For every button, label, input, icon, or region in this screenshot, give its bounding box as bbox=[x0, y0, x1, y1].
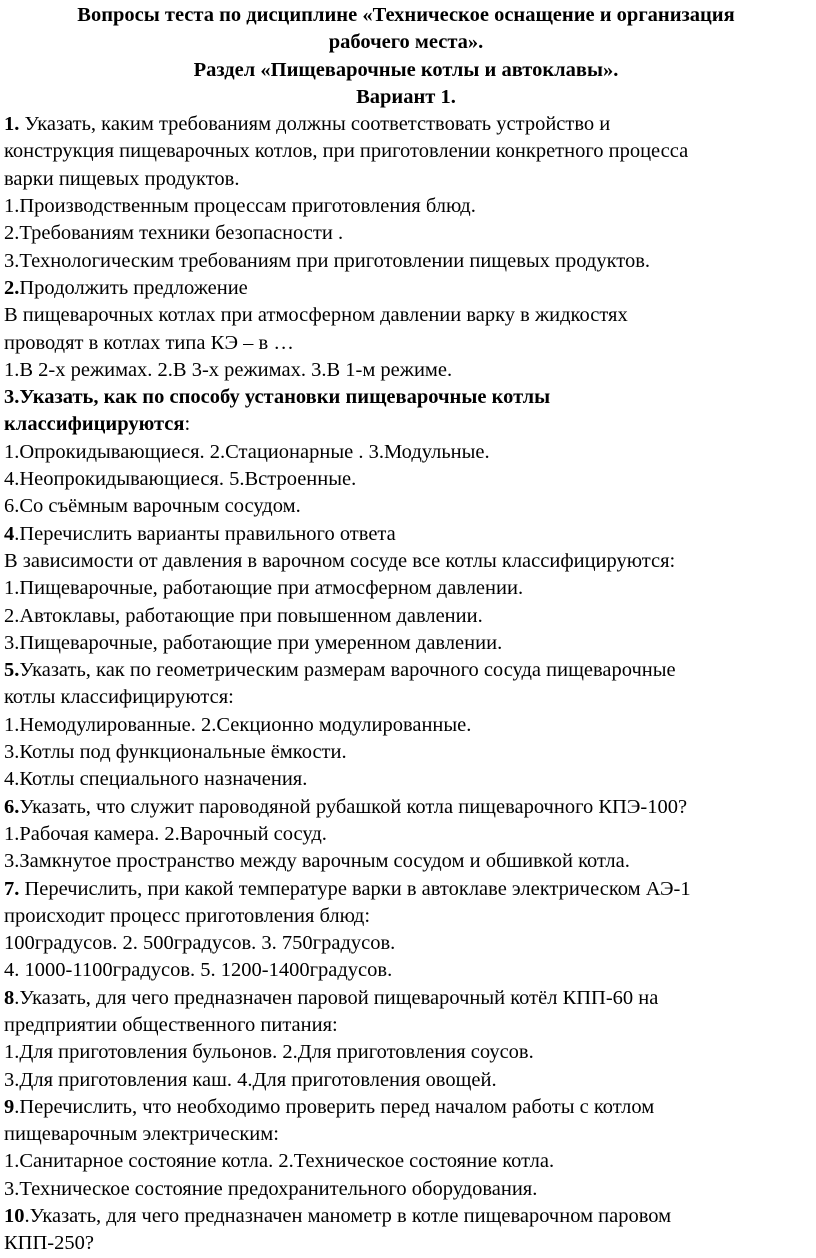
question-text-line: Указать, как по способу установки пищеварочные котлы bbox=[19, 386, 551, 409]
header-section-title: Раздел «Пищеварочные котлы и автоклавы». bbox=[193, 58, 619, 81]
question-text-line: .Указать, для чего предназначен паровой пищеварочный котёл КПП-60 на bbox=[14, 986, 659, 1009]
question-4 bbox=[4, 521, 808, 657]
answer-option: 1.Немодулированные. 2.Секционно модулированные. bbox=[4, 713, 472, 736]
answer-option: 3.Технологическим требованиям при приготовлении пищевых продуктов. bbox=[4, 249, 651, 272]
question-9 bbox=[4, 1094, 808, 1203]
answer-option: 1.Для приготовления бульонов. 2.Для приготовления соусов. bbox=[4, 1041, 534, 1064]
question-3 bbox=[4, 384, 808, 520]
question-text-line: В пищеварочных котлах при атмосферном давлении варку в жидкостях bbox=[4, 304, 628, 327]
question-text-line: .Указать, для чего предназначен манометр в котле пищеварочном паровом bbox=[24, 1205, 672, 1228]
answer-option: 6.Со съёмным варочным сосудом. bbox=[4, 495, 301, 518]
answer-option: 3.Котлы под функциональные ёмкости. bbox=[4, 741, 347, 764]
answer-option: 1.Опрокидывающиеся. 2.Стационарные . 3.Модульные. bbox=[4, 440, 490, 463]
answer-option: 4. 1000-1100градусов. 5. 1200-1400градусов. bbox=[4, 959, 393, 982]
header-variant: Вариант 1. bbox=[356, 85, 456, 108]
question-number: 10 bbox=[4, 1205, 25, 1228]
question-text-line: Указать, как по геометрическим размерам варочного сосуда пищеварочные bbox=[19, 659, 676, 682]
question-text-line: пищеварочным электрическим: bbox=[4, 1123, 279, 1146]
answer-option: 3.Замкнутое пространство между варочным сосудом и обшивкой котла. bbox=[4, 850, 630, 873]
question-8 bbox=[4, 985, 808, 1094]
question-7 bbox=[4, 876, 808, 985]
question-text-line: .Перечислить, что необходимо проверить перед началом работы с котлом bbox=[14, 1095, 655, 1118]
answer-option: 3.Техническое состояние предохранительного оборудования. bbox=[4, 1177, 538, 1200]
answer-option: 2.Автоклавы, работающие при повышенном давлении. bbox=[4, 604, 483, 627]
question-text-line: Указать, каким требованиям должны соответствовать устройство и bbox=[24, 113, 611, 136]
answer-option: 2.Требованиям техники безопасности . bbox=[4, 222, 344, 245]
question-number: 1. bbox=[4, 113, 20, 136]
question-text-line: конструкция пищеварочных котлов, при приготовлении конкретного процесса bbox=[4, 140, 689, 163]
question-text-line: .Перечислить варианты правильного ответа bbox=[14, 522, 396, 545]
question-5 bbox=[4, 657, 808, 793]
question-number: 8 bbox=[4, 986, 15, 1009]
question-text-line: Перечислить, при какой температуре варки в автоклаве электрическом АЭ-1 bbox=[24, 877, 691, 900]
answer-option: 1.Пищеварочные, работающие при атмосферном давлении. bbox=[4, 577, 524, 600]
answer-option: 3.Для приготовления каш. 4.Для приготовления овощей. bbox=[4, 1068, 497, 1091]
question-number: 7. bbox=[4, 877, 20, 900]
answer-option: 4.Неопрокидывающиеся. 5.Встроенные. bbox=[4, 468, 357, 491]
answer-option: 4.Котлы специального назначения. bbox=[4, 768, 308, 791]
question-2 bbox=[4, 275, 808, 384]
question-number: 5. bbox=[4, 659, 20, 682]
question-text-line: Продолжить предложение bbox=[19, 276, 248, 299]
question-number: 9 bbox=[4, 1095, 15, 1118]
header-title-line-2: рабочего места». bbox=[328, 31, 484, 54]
answer-option: 1.Санитарное состояние котла. 2.Техническое состояние котла. bbox=[4, 1150, 555, 1173]
answer-option: 1.В 2-х режимах. 2.В 3-х режимах. 3.В 1-м режиме. bbox=[4, 358, 453, 381]
question-10 bbox=[4, 1203, 808, 1258]
question-6 bbox=[4, 794, 808, 876]
question-text-line: КПП-250? bbox=[4, 1232, 94, 1255]
question-text-line: проводят в котлах типа КЭ – в … bbox=[4, 331, 294, 354]
document-header bbox=[4, 2, 808, 111]
question-text-line: классифицируются bbox=[4, 413, 185, 436]
answer-option: 1.Рабочая камера. 2.Варочный сосуд. bbox=[4, 822, 327, 845]
question-text-line: В зависимости от давления в варочном сосуде все котлы классифицируются: bbox=[4, 549, 676, 572]
question-colon: : bbox=[184, 413, 191, 436]
question-text-line: предприятии общественного питания: bbox=[4, 1013, 338, 1036]
question-text-line: котлы классифицируются: bbox=[4, 686, 234, 709]
header-title-line-1: Вопросы теста по дисциплине «Техническое оснащение и организация bbox=[77, 4, 735, 26]
question-number: 6. bbox=[4, 795, 20, 818]
answer-option: 1.Производственным процессам приготовления блюд. bbox=[4, 195, 476, 218]
question-1 bbox=[4, 111, 808, 275]
answer-option: 100градусов. 2. 500градусов. 3. 750градусов. bbox=[4, 932, 396, 955]
question-number: 3. bbox=[4, 386, 20, 409]
question-text-line: варки пищевых продуктов. bbox=[4, 167, 240, 190]
answer-option: 3.Пищеварочные, работающие при умеренном давлении. bbox=[4, 631, 503, 654]
question-number: 4 bbox=[4, 522, 15, 545]
question-number: 2. bbox=[4, 276, 20, 299]
question-list bbox=[4, 111, 808, 1257]
question-text-line: Указать, что служит пароводяной рубашкой котла пищеварочного КПЭ-100? bbox=[19, 795, 688, 818]
question-text-line: происходит процесс приготовления блюд: bbox=[4, 904, 371, 927]
